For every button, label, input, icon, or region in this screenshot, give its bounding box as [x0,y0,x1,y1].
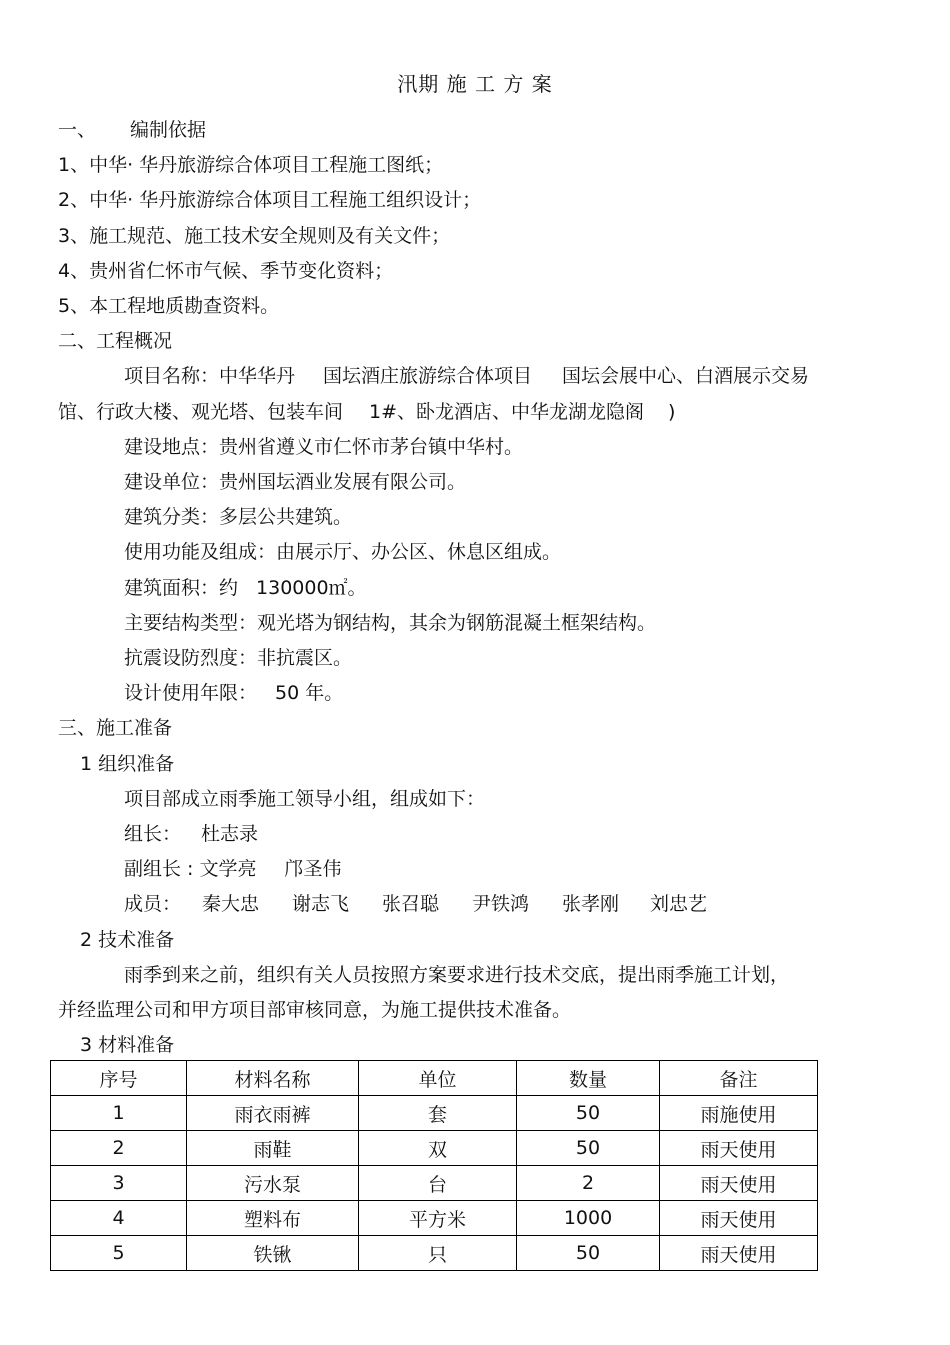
basis-item: 4、贵州省仁怀市气候、季节变化资料； [58,260,394,282]
member-name: 张孝刚 [562,893,620,915]
construction-location: 建设地点：贵州省遵义市仁怀市茅台镇中华村。 [124,436,524,458]
project-name-part: ) [668,401,676,423]
construction-owner: 建设单位：贵州国坛酒业发展有限公司。 [124,471,467,493]
page-title: 汛期 施 工 方 案 [397,72,553,96]
column-header: 材料名称 [187,1061,359,1096]
material-name: 塑料布 [187,1201,359,1236]
member-name: 刘忠艺 [650,893,708,915]
project-name-part: 项目名称：中华华丹 [124,365,296,387]
project-name-continued [58,400,675,424]
project-name-part: 国坛会展中心、白酒展示交易 [562,365,810,387]
section-3-heading: 三、施工准备 [58,717,173,739]
remark: 雨天使用 [660,1236,818,1271]
member-name: 谢志飞 [292,893,350,915]
basis-item: 2、中华· 华丹旅游综合体项目工程施工组织设计； [58,189,482,211]
quantity: 50 [517,1131,660,1166]
project-name-part: 馆、行政大楼、观光塔、包装车间 [58,401,344,423]
member-name: 尹铁鸿 [472,893,530,915]
building-category: 建筑分类：多层公共建筑。 [124,506,353,528]
remark: 雨施使用 [660,1096,818,1131]
design-life-value: 50 年。 [275,682,344,704]
org-prep-heading: 1 组织准备 [80,753,175,775]
design-life [124,681,343,705]
material-table [50,1060,818,1271]
unit: 平方米 [359,1201,517,1236]
basis-item: 5、本工程地质勘查资料。 [58,295,280,317]
tech-prep-paragraph: 雨季到来之前，组织有关人员按照方案要求进行技术交底，提出雨季施工计划， [124,964,790,986]
row-index: 2 [51,1131,187,1166]
material-name: 雨鞋 [187,1131,359,1166]
project-name-part: 1#、卧龙酒店、中华龙湖龙隐阁 [369,401,645,423]
unit: 台 [359,1166,517,1201]
row-index: 5 [51,1236,187,1271]
basis-item: 1、中华· 华丹旅游综合体项目工程施工图纸； [58,154,444,176]
deputy-leader-label: 副组长 : 文学亮 [124,858,257,880]
project-name-part: 国坛酒庄旅游综合体项目 [323,365,533,387]
building-area-label: 建筑面积：约 [124,577,239,599]
section-1-number: 一、 [58,119,97,141]
table-row [51,1096,818,1131]
project-name-line [124,364,809,388]
design-life-label: 设计使用年限： [124,682,258,704]
members-label: 成员： [124,893,182,915]
row-index: 3 [51,1166,187,1201]
material-name: 雨衣雨裤 [187,1096,359,1131]
quantity: 2 [517,1166,660,1201]
column-header: 单位 [359,1061,517,1096]
structure-type: 主要结构类型：观光塔为钢结构，其余为钢筋混凝土框架结构。 [124,612,657,634]
column-header: 数量 [517,1061,660,1096]
quantity: 1000 [517,1201,660,1236]
quantity: 50 [517,1236,660,1271]
unit: 只 [359,1236,517,1271]
deputy-leader-name: 邝圣伟 [284,858,342,880]
section-1-title: 编制依据 [130,119,207,141]
unit: 双 [359,1131,517,1166]
row-index: 1 [51,1096,187,1131]
tech-prep-heading: 2 技术准备 [80,929,175,951]
group-leader-name: 杜志录 [201,823,259,845]
tech-prep-paragraph-continued: 并经监理公司和甲方项目部审核同意，为施工提供技术准备。 [58,999,572,1021]
material-name: 污水泵 [187,1166,359,1201]
seismic-level: 抗震设防烈度：非抗震区。 [124,647,353,669]
member-name: 张召聪 [382,893,440,915]
group-members [124,892,708,916]
material-name: 铁锹 [187,1236,359,1271]
section-2-heading: 二、工程概况 [58,330,173,352]
remark: 雨天使用 [660,1131,818,1166]
building-area [124,576,367,600]
unit: 套 [359,1096,517,1131]
remark: 雨天使用 [660,1166,818,1201]
row-index: 4 [51,1201,187,1236]
group-leader [124,822,258,846]
table-row [51,1236,818,1271]
table-row [51,1166,818,1201]
building-function: 使用功能及组成：由展示厅、办公区、休息区组成。 [124,541,562,563]
table-row [51,1201,818,1236]
column-header: 序号 [51,1061,187,1096]
building-area-value: 130000㎡。 [256,577,367,599]
quantity: 50 [517,1096,660,1131]
member-name: 秦大忠 [202,893,260,915]
group-leader-label: 组长： [124,823,182,845]
material-prep-heading: 3 材料准备 [80,1034,175,1056]
table-row [51,1131,818,1166]
section-1-heading [58,118,206,142]
basis-item: 3、施工规范、施工技术安全规则及有关文件； [58,225,451,247]
deputy-leaders [124,857,342,881]
column-header: 备注 [660,1061,818,1096]
org-prep-intro: 项目部成立雨季施工领导小组，组成如下： [124,788,486,810]
remark: 雨天使用 [660,1201,818,1236]
table-header-row [51,1061,818,1096]
